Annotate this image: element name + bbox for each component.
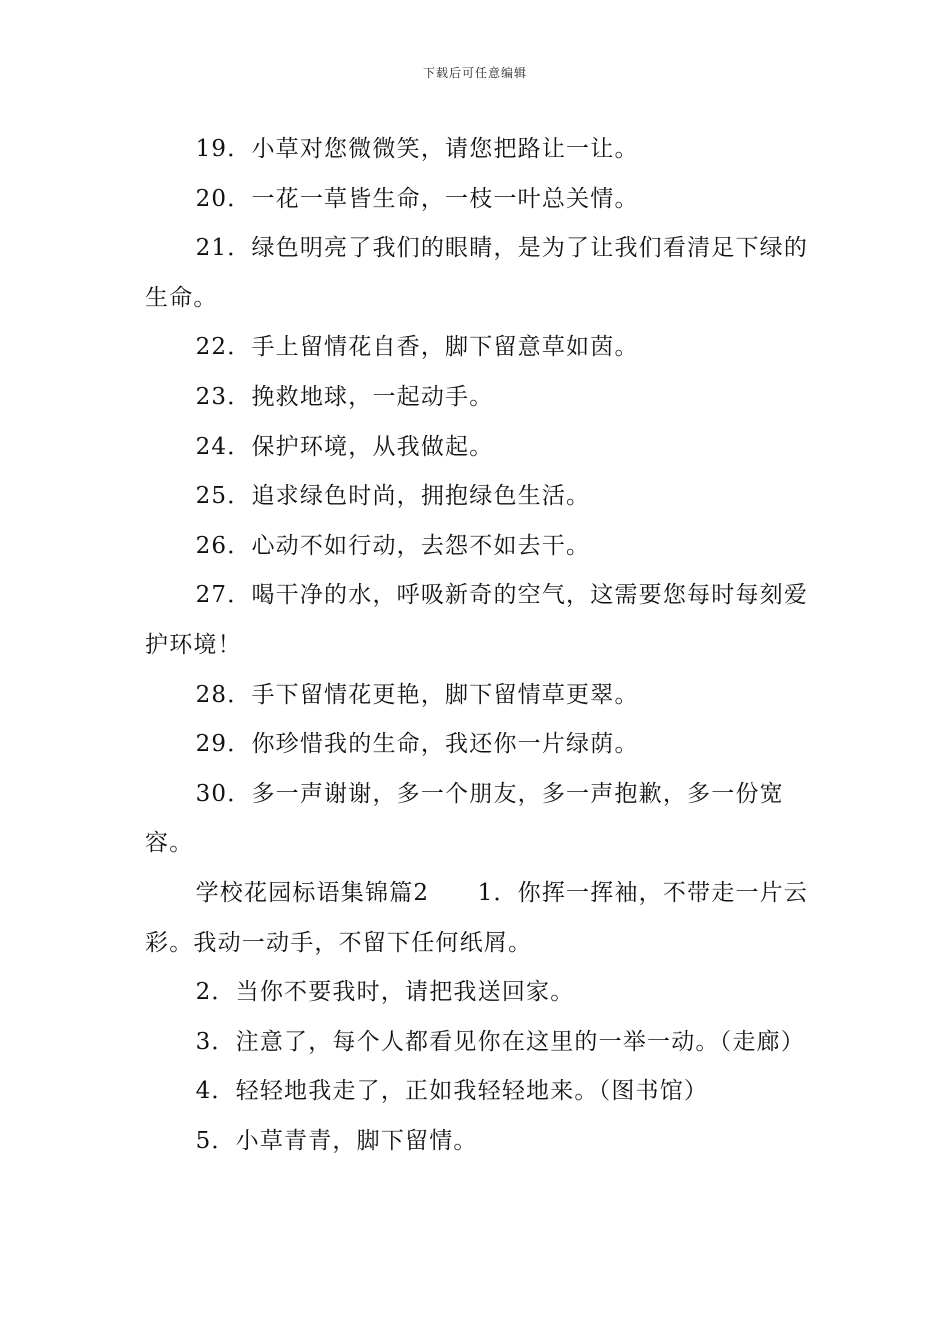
slogan-paragraph: 28．手下留情花更艳，脚下留情草更翠。: [195, 681, 639, 708]
slogan-paragraph: 22．手上留情花自香，脚下留意草如茵。: [195, 334, 639, 361]
slogan-paragraph: 26．心动不如行动，去怨不如去干。: [195, 532, 591, 559]
slogan-paragraph: 2．当你不要我时，请把我送回家。: [195, 979, 575, 1006]
slogan-paragraph: 29．你珍惜我的生命，我还你一片绿荫。: [195, 731, 639, 758]
slogan-paragraph: 19．小草对您微微笑，请您把路让一让。: [195, 136, 639, 162]
section-heading-paragraph: 学校花园标语集锦篇2 1．你挥一挥袖，不带走一片云彩。我动一动手，不留下任何纸屑。: [145, 879, 809, 956]
slogan-paragraph: 23．挽救地球，一起动手。: [195, 383, 494, 410]
slogan-paragraph: 27．喝干净的水，呼吸新奇的空气，这需要您每时每刻爱护环境！: [145, 582, 809, 658]
slogan-paragraph: 25．追求绿色时尚，拥抱绿色生活。: [195, 483, 591, 510]
slogan-paragraph: 30．多一声谢谢，多一个朋友，多一声抱歉，多一份宽容。: [145, 780, 784, 857]
slogan-paragraph: 20．一花一草皆生命，一枝一叶总关情。: [195, 185, 639, 212]
document-body: [145, 125, 810, 1166]
header-note: 下载后可任意编辑: [422, 66, 527, 80]
slogan-paragraph: 3．注意了，每个人都看见你在这里的一举一动。（走廊）: [195, 1028, 805, 1055]
slogan-paragraph: 5．小草青青，脚下留情。: [195, 1127, 478, 1154]
slogan-paragraph: 21．绿色明亮了我们的眼睛，是为了让我们看清足下绿的生命。: [145, 235, 809, 311]
slogan-paragraph: 24．保护环境，从我做起。: [195, 433, 494, 460]
slogan-paragraph: 4．轻轻地我走了，正如我轻轻地来。（图书馆）: [195, 1078, 709, 1105]
